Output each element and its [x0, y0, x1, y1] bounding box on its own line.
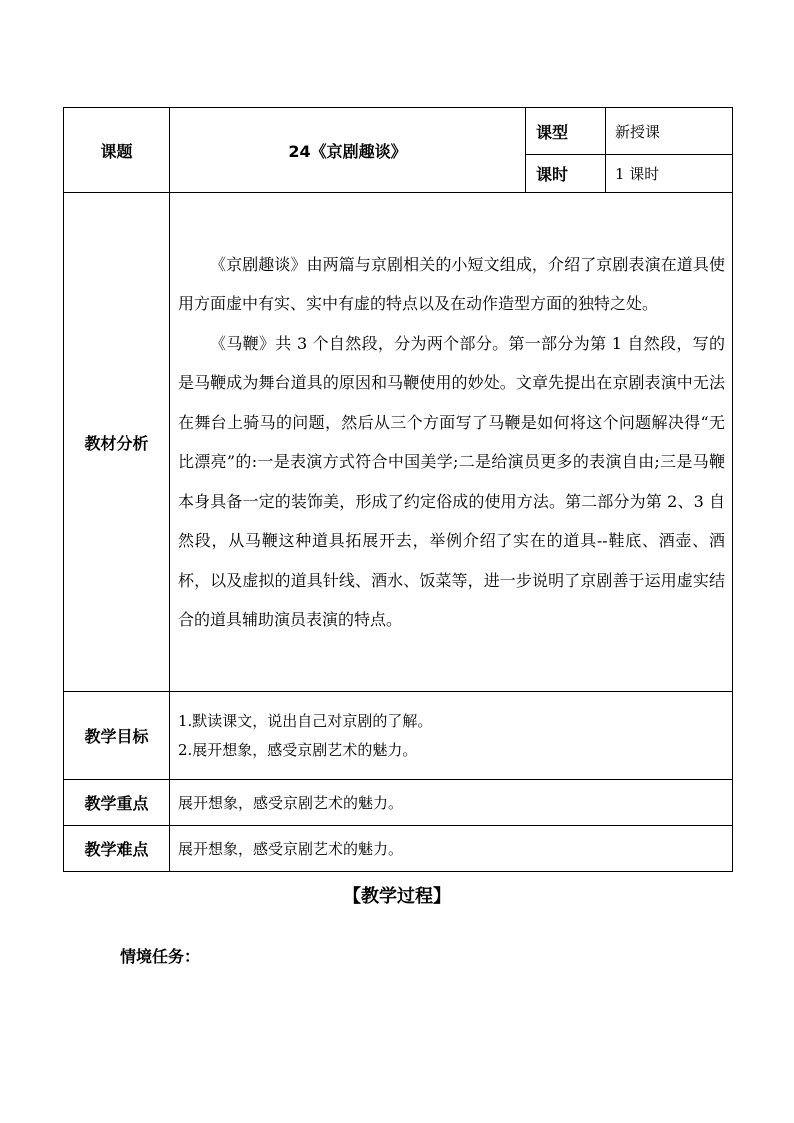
lesson-hours-value: 1 课时 [606, 155, 733, 193]
difficulty-label: 教学难点 [64, 826, 170, 872]
analysis-label: 教材分析 [64, 193, 170, 692]
process-title: 【教学过程】 [343, 886, 451, 907]
lesson-type-value: 新授课 [606, 108, 733, 155]
focus-text: 展开想象，感受京剧艺术的魅力。 [170, 780, 733, 826]
goals-content [170, 692, 733, 780]
analysis-content [170, 193, 733, 692]
goal-item: 2.展开想象，感受京剧艺术的魅力。 [178, 740, 418, 759]
keti-label: 课题 [64, 108, 170, 193]
difficulty-text: 展开想象，感受京剧艺术的魅力。 [170, 826, 733, 872]
goals-label: 教学目标 [64, 692, 170, 780]
lesson-plan-table [63, 107, 733, 872]
analysis-paragraph: 《马鞭》共 3 个自然段，分为两个部分。第一部分为第 1 自然段，写的是马鞭成为舞台道具的原因和马鞭使用的妙处。文章先提出在京剧表演中无法在舞台上骑马的问题，然后从三个方面写了马鞭是如何将这个问题解决得“无比漂亮”的:一是表演方式符合中国美学;二是给演员更多的表演自由;三是马鞭本身具备一定的装饰美，形成了约定俗成的使用方法。第二部分为第 2、3 自然段，从马鞭这种道具拓展开去，举例介绍了实在的道具--鞋底、酒壶、酒杯，以及虚拟的道具针线、酒水、饭菜等，进一步说明了京剧善于运用虚实结合的道具辅助演员表演的特点。 [178, 333, 725, 629]
lesson-hours-label: 课时 [526, 155, 606, 193]
analysis-paragraph: 《京剧趣谈》由两篇与京剧相关的小短文组成，介绍了京剧表演在道具使用方面虚中有实、实中有虚的特点以及在动作造型方面的独特之处。 [178, 254, 725, 313]
goal-item: 1.默读课文，说出自己对京剧的了解。 [178, 711, 433, 730]
task-label: 情境任务： [120, 947, 201, 966]
lesson-title: 24《京剧趣谈》 [170, 108, 526, 193]
focus-label: 教学重点 [64, 780, 170, 826]
lesson-type-label: 课型 [526, 108, 606, 155]
